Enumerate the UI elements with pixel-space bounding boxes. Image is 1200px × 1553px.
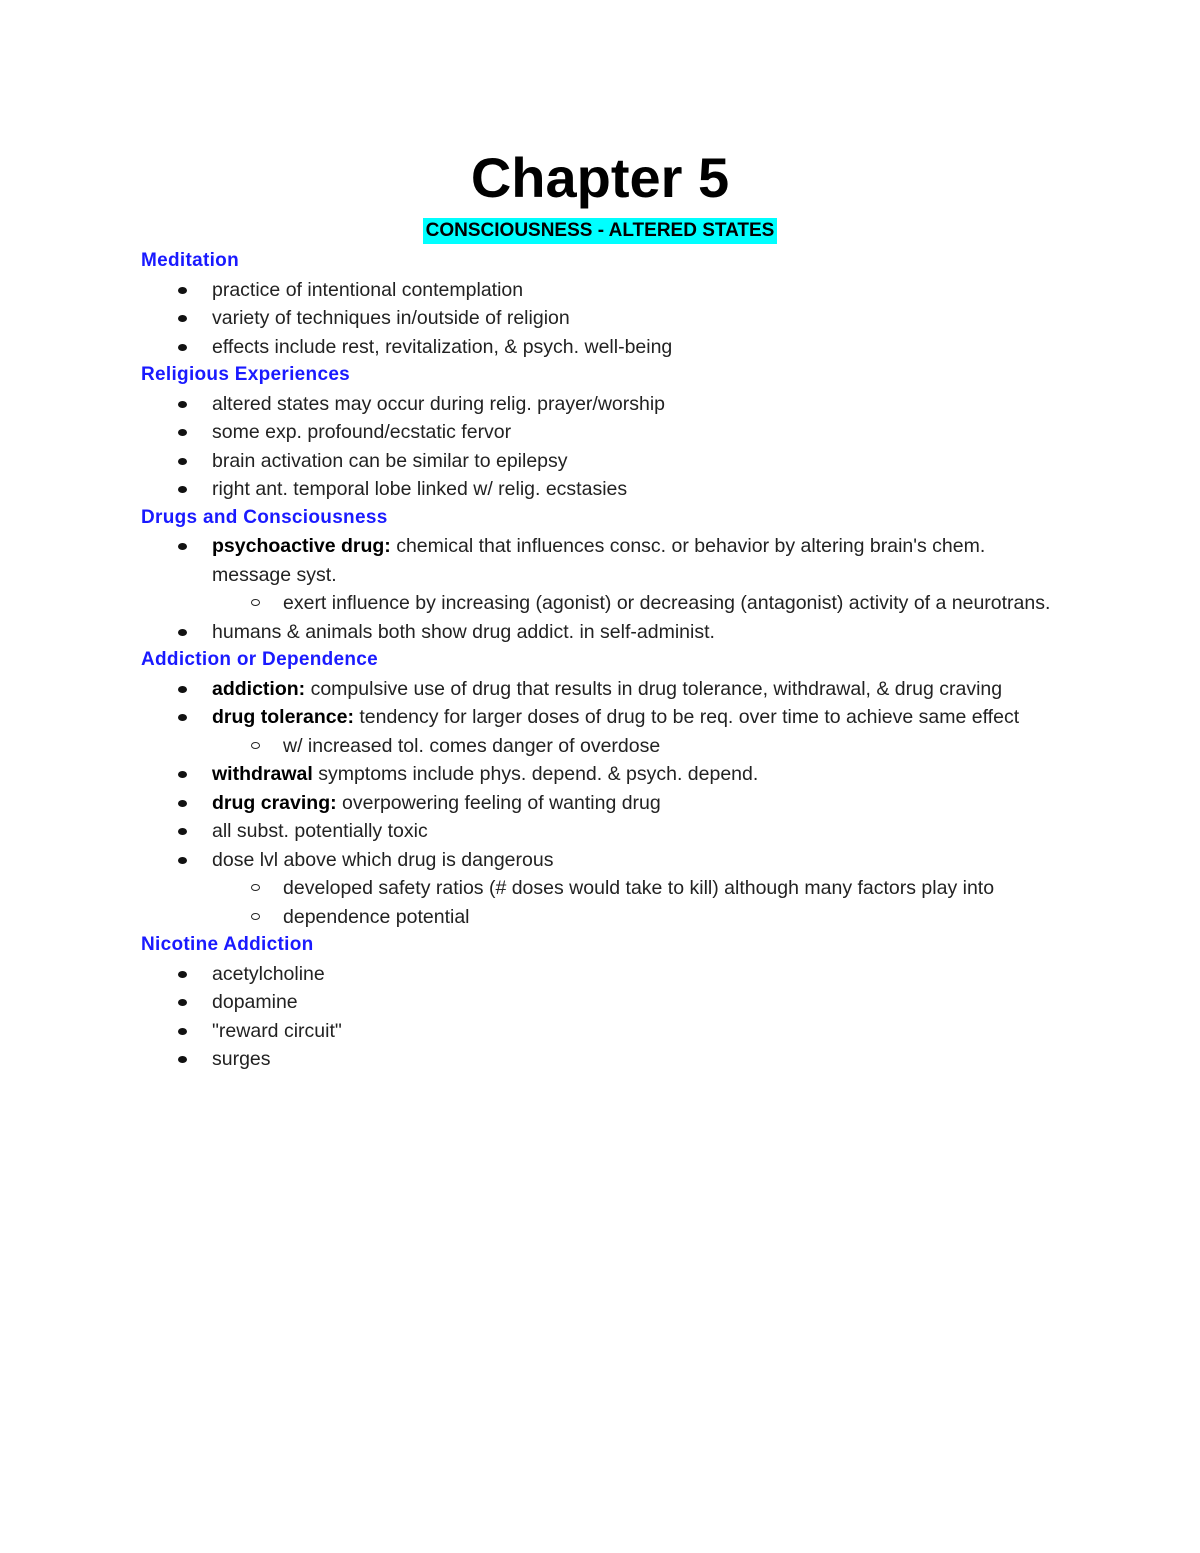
bullet-list — [141, 675, 1061, 932]
bullet-list — [141, 390, 1061, 504]
term-label: drug craving: — [212, 791, 337, 814]
item-text: right ant. temporal lobe linked w/ relig. ecstasies — [212, 478, 628, 500]
bullet-list — [141, 276, 1061, 362]
item-text: dose lvl above which drug is dangerous — [212, 848, 554, 871]
term-label: psychoactive drug: — [212, 535, 391, 557]
list-item — [141, 390, 1061, 419]
item-text: dopamine — [212, 991, 298, 1013]
item-text: acetylcholine — [212, 962, 325, 985]
list-item — [141, 418, 1061, 447]
sub-bullet-list — [212, 874, 1061, 931]
item-text: variety of techniques in/outside of religion — [212, 307, 570, 329]
item-text: chemical that influences consc. or behavior by altering brain's chem. message syst. — [212, 535, 986, 586]
sub-list-item: w/ increased tol. comes danger of overdose — [212, 732, 1061, 761]
page-title: Chapter 5 — [470, 146, 730, 209]
item-text: some exp. profound/ecstatic fervor — [212, 421, 512, 443]
list-item — [141, 988, 1061, 1017]
list-item — [141, 447, 1061, 476]
item-text: practice of intentional contemplation — [212, 278, 524, 301]
list-item — [141, 1045, 1061, 1074]
subtitle-row — [0, 218, 1200, 246]
sub-bullet-list — [212, 589, 1061, 618]
highlighted-subtitle: CONSCIOUSNESS - ALTERED STATES — [423, 218, 778, 244]
list-item — [141, 703, 1061, 760]
list-item — [141, 475, 1061, 504]
list-item — [141, 1017, 1061, 1046]
list-item — [141, 846, 1061, 932]
item-text: compulsive use of drug that results in drug tolerance, withdrawal, & drug craving — [305, 677, 1003, 700]
notes-content — [141, 247, 1061, 1074]
sub-list-item: dependence potential — [212, 903, 1061, 932]
section-heading: Meditation — [141, 250, 239, 271]
section-heading: Drugs and Consciousness — [141, 506, 388, 528]
item-text: surges — [212, 1048, 271, 1070]
section-heading: Addiction or Dependence — [141, 649, 379, 670]
item-text: symptoms include phys. depend. & psych. depend. — [312, 763, 759, 785]
sub-bullet-list — [212, 732, 1061, 761]
list-item — [141, 532, 1061, 618]
section-heading: Religious Experiences — [141, 364, 351, 385]
list-item — [141, 276, 1061, 305]
list-item — [141, 618, 1061, 647]
list-item — [141, 817, 1061, 846]
list-item — [141, 675, 1061, 704]
section-heading: Nicotine Addiction — [141, 934, 314, 955]
sub-list-item: exert influence by increasing (agonist) or decreasing (antagonist) activity of a neurotrans. — [212, 589, 1061, 618]
item-text: tendency for larger doses of drug to be req. over time to achieve same effect — [353, 706, 1020, 728]
list-item — [141, 789, 1061, 818]
term-label: withdrawal — [212, 763, 313, 785]
item-text: "reward circuit" — [212, 1019, 342, 1042]
list-item — [141, 304, 1061, 333]
term-label: addiction: — [212, 677, 306, 700]
bullet-list — [141, 960, 1061, 1074]
sub-list-item: developed safety ratios (# doses would take to kill) although many factors play into — [212, 874, 1061, 903]
item-text: overpowering feeling of wanting drug — [336, 791, 661, 814]
item-text: altered states may occur during relig. prayer/worship — [212, 392, 666, 415]
bullet-list — [141, 532, 1061, 646]
term-label: drug tolerance: — [212, 706, 354, 728]
item-text: all subst. potentially toxic — [212, 820, 428, 842]
item-text: brain activation can be similar to epilepsy — [212, 449, 568, 472]
item-text: effects include rest, revitalization, & psych. well-being — [212, 335, 673, 358]
list-item — [141, 960, 1061, 989]
list-item — [141, 333, 1061, 362]
item-text: humans & animals both show drug addict. in self-administ. — [212, 620, 715, 643]
list-item — [141, 760, 1061, 789]
